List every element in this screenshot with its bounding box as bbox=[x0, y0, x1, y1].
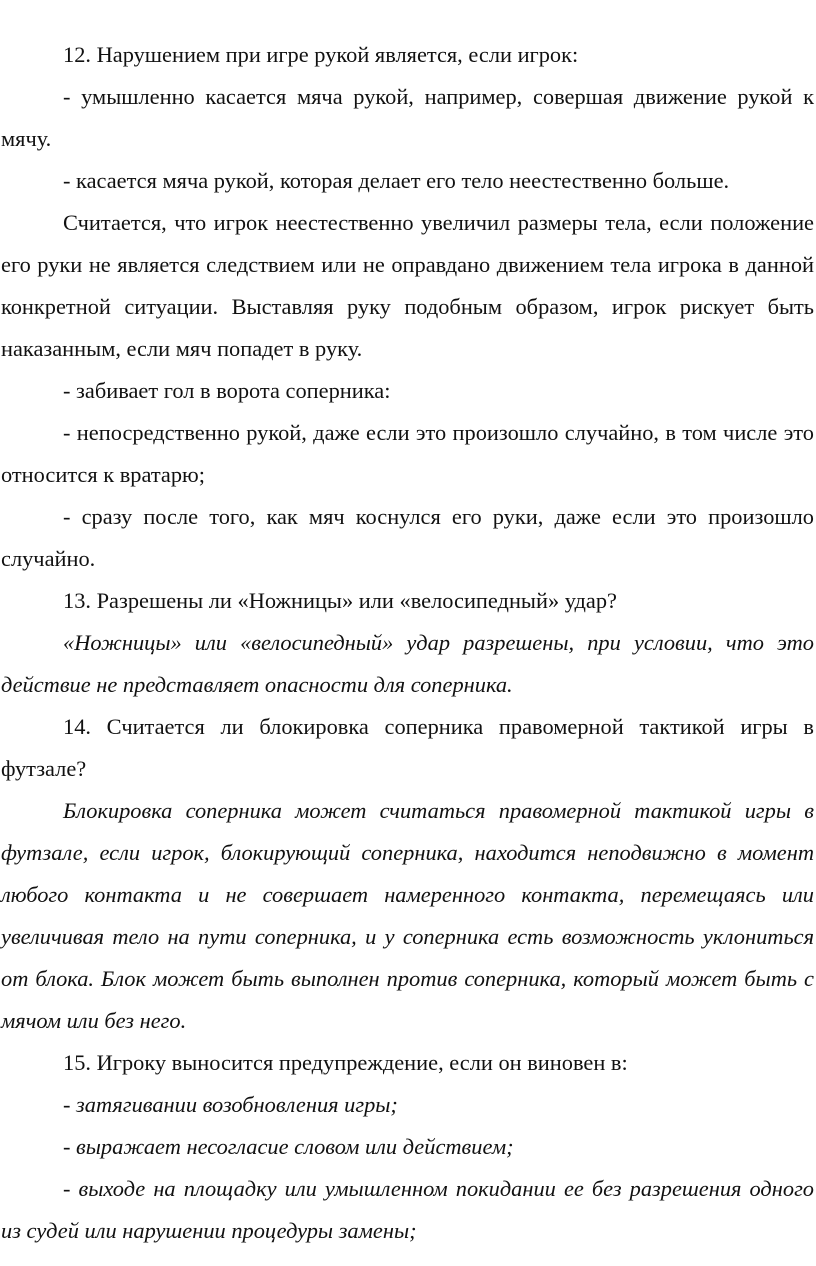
paragraph-a13: «Ножницы» или «велосипедный» удар разрешены, при условии, что это действие не представляет опасности для соперника. bbox=[1, 630, 814, 697]
paragraph-handball-deliberate: - умышленно касается мяча рукой, например, совершая движение рукой к мячу. bbox=[1, 84, 814, 151]
paragraph-q15: 15. Игроку выносится предупреждение, если он виновен в: bbox=[63, 1050, 628, 1075]
paragraph-a15-dissent: - выражает несогласие словом или действием; bbox=[63, 1134, 514, 1159]
paragraph-a15-delay: - затягивании возобновления игры; bbox=[63, 1092, 398, 1117]
paragraph-a14: Блокировка соперника может считаться правомерной тактикой игры в футзале, если игрок, блокирующий соперника, находится неподвижно в момент любого контакта и не совершает намеренного контакта, перемещаясь или увеличивая тело на пути соперника, и у соперника есть возможность уклониться от блока. Блок может быть выполнен против соперника, который может быть с мячом или без него. bbox=[1, 798, 814, 1033]
paragraph-handball-unnatural: - касается мяча рукой, которая делает его тело неестественно больше. bbox=[63, 168, 730, 193]
paragraph-q14: 14. Считается ли блокировка соперника правомерной тактикой игры в футзале? bbox=[1, 714, 814, 781]
paragraph-after-touch: - сразу после того, как мяч коснулся его руки, даже если это произошло случайно. bbox=[1, 504, 814, 571]
paragraph-unnatural-explanation: Считается, что игрок неестественно увеличил размеры тела, если положение его руки не является следствием или не оправдано движением тела игрока в данной конкретной ситуации. Выставляя руку подобным образом, игрок рискует быть наказанным, если мяч попадет в руку. bbox=[1, 210, 814, 361]
paragraph-q12: 12. Нарушением при игре рукой является, если игрок: bbox=[63, 42, 579, 67]
paragraph-q13: 13. Разрешены ли «Ножницы» или «велосипедный» удар? bbox=[63, 588, 617, 613]
document-page bbox=[0, 34, 816, 1252]
paragraph-scores-goal: - забивает гол в ворота соперника: bbox=[63, 378, 391, 403]
paragraph-a15-entering: - выходе на площадку или умышленном покидании ее без разрешения одного из судей или нарушении процедуры замены; bbox=[1, 1176, 814, 1243]
paragraph-directly-hand: - непосредственно рукой, даже если это произошло случайно, в том числе это относится к вратарю; bbox=[1, 420, 814, 487]
